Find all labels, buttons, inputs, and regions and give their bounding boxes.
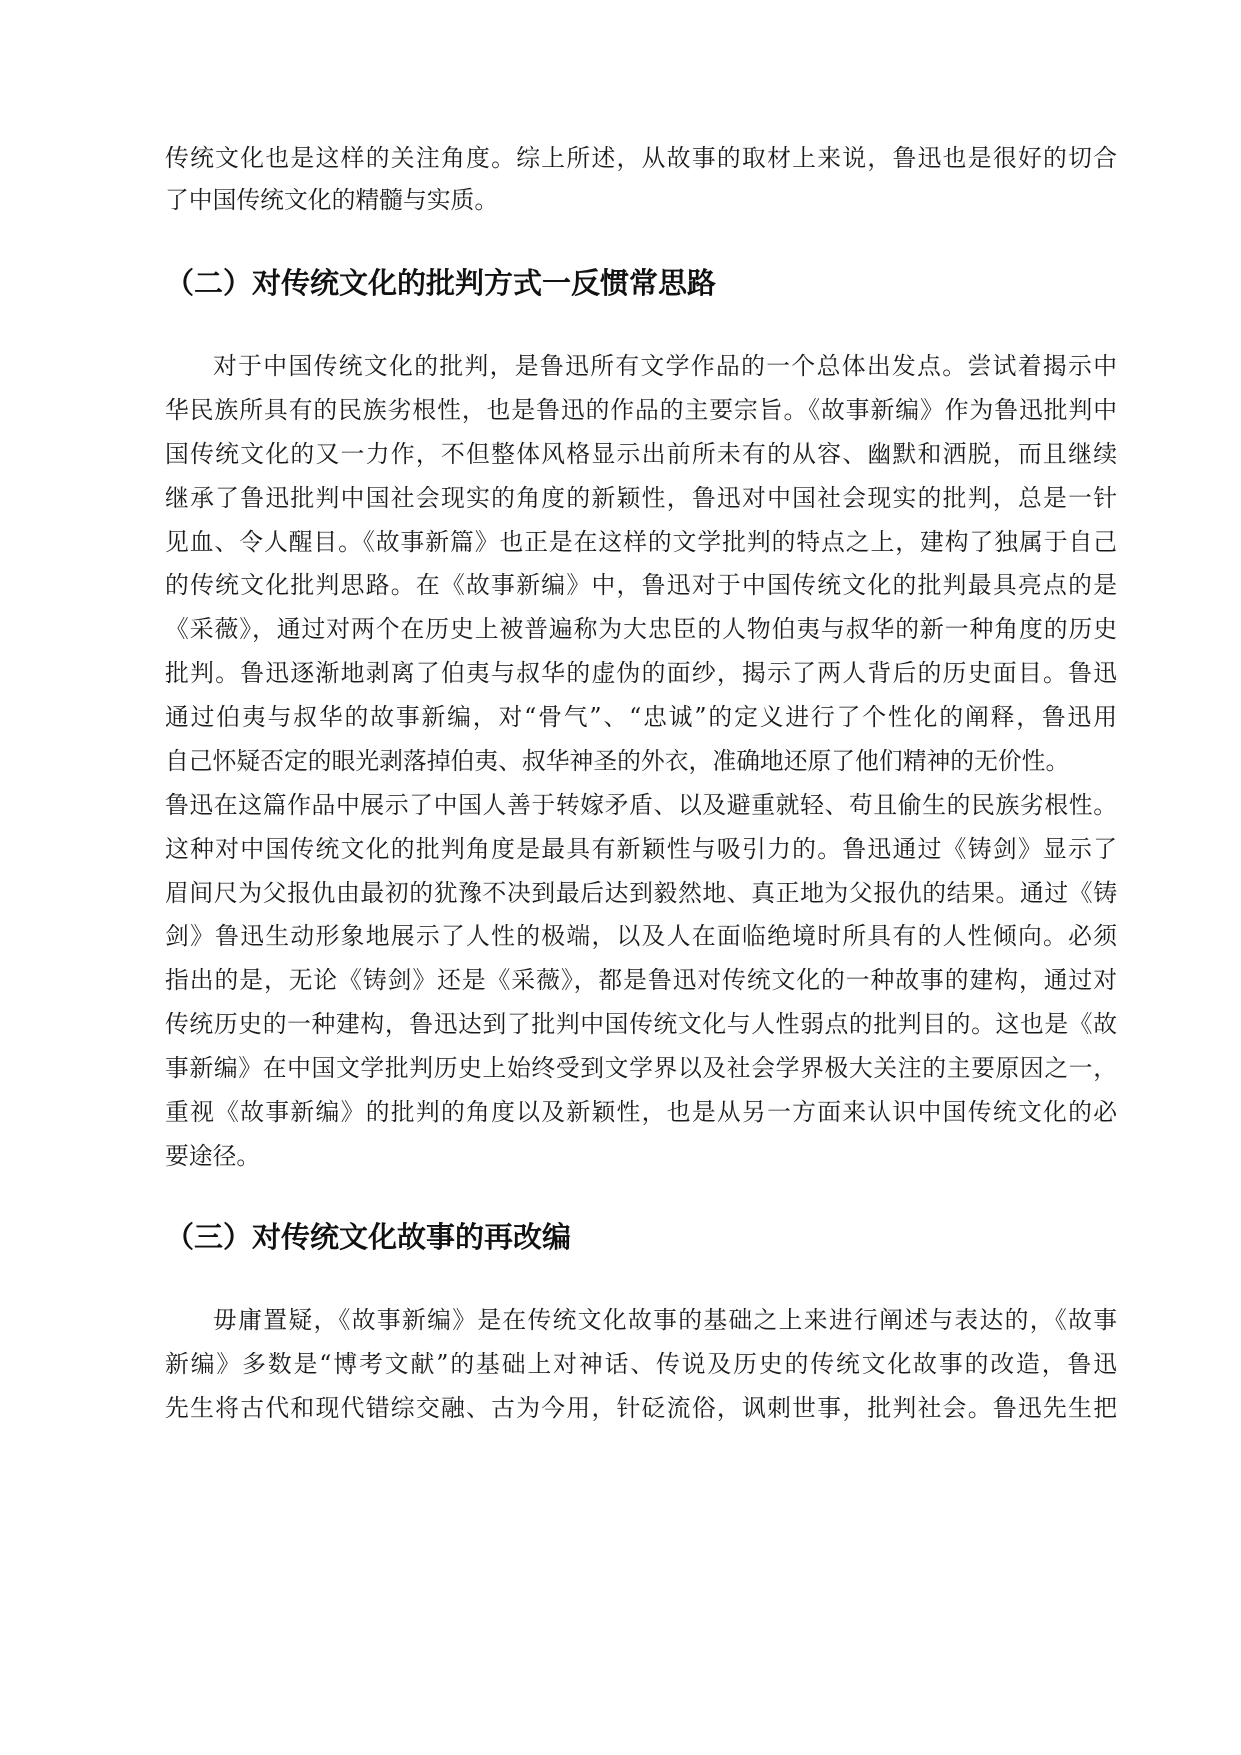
paragraph-line: 见血、令人醒目。《故事新篇》也正是在这样的文学批判的特点之上，建构了独属于自己 xyxy=(165,528,1117,556)
paragraph-line: 重视《故事新编》的批判的角度以及新颖性，也是从另一方面来认识中国传统文化的必 xyxy=(165,1098,1117,1126)
paragraph-line: 的传统文化批判思路。在《故事新编》中，鲁迅对于中国传统文化的批判最具亮点的是 xyxy=(165,571,1117,599)
paragraph-line: 先生将古代和现代错综交融、古为今用，针砭流俗，讽刺世事，批判社会。鲁迅先生把 xyxy=(165,1394,1117,1422)
paragraph-line: 国传统文化的又一力作，不但整体风格显示出前所未有的从容、幽默和洒脱，而且继续 xyxy=(165,440,1117,468)
section-heading: （二）对传统文化的批判方式一反惯常思路 xyxy=(165,266,717,300)
section-heading: （三）对传统文化故事的再改编 xyxy=(165,1220,572,1254)
paragraph-line: 事新编》在中国文学批判历史上始终受到文学界以及社会学界极大关注的主要原因之一， xyxy=(165,1054,1117,1082)
paragraph-line: 剑》鲁迅生动形象地展示了人性的极端，以及人在面临绝境时所具有的人性倾向。必须 xyxy=(165,922,1117,950)
paragraph-line: 毋庸置疑，《故事新编》是在传统文化故事的基础之上来进行阐述与表达的，《故事 xyxy=(213,1306,1117,1334)
paragraph-line: 这种对中国传统文化的批判角度是最具有新颖性与吸引力的。鲁迅通过《铸剑》显示了 xyxy=(165,835,1117,863)
paragraph-line: 鲁迅在这篇作品中展示了中国人善于转嫁矛盾、以及避重就轻、苟且偷生的民族劣根性。 xyxy=(165,791,1117,819)
paragraph-line: 华民族所具有的民族劣根性，也是鲁迅的作品的主要宗旨。《故事新编》作为鲁迅批判中 xyxy=(165,396,1117,424)
paragraph-line: 了中国传统文化的精髓与实质。 xyxy=(165,186,499,214)
paragraph-line: 新编》多数是“博考文献”的基础上对神话、传说及历史的传统文化故事的改造，鲁迅 xyxy=(165,1350,1117,1378)
paragraph-line: 通过伯夷与叔华的故事新编，对“骨气”、“忠诚”的定义进行了个性化的阐释，鲁迅用 xyxy=(165,703,1117,731)
paragraph-line: 对于中国传统文化的批判，是鲁迅所有文学作品的一个总体出发点。尝试着揭示中 xyxy=(213,352,1117,380)
paragraph-line: 传统历史的一种建构，鲁迅达到了批判中国传统文化与人性弱点的批判目的。这也是《故 xyxy=(165,1010,1117,1038)
paragraph-line: 继承了鲁迅批判中国社会现实的角度的新颖性，鲁迅对中国社会现实的批判，总是一针 xyxy=(165,484,1117,512)
paragraph-line: 要途径。 xyxy=(165,1142,261,1170)
paragraph-line: 眉间尺为父报仇由最初的犹豫不决到最后达到毅然地、真正地为父报仇的结果。通过《铸 xyxy=(165,879,1117,907)
paragraph-line: 传统文化也是这样的关注角度。综上所述，从故事的取材上来说，鲁迅也是很好的切合 xyxy=(165,144,1117,172)
paragraph-line: 指出的是，无论《铸剑》还是《采薇》，都是鲁迅对传统文化的一种故事的建构，通过对 xyxy=(165,966,1117,994)
paragraph-line: 批判。鲁迅逐渐地剥离了伯夷与叔华的虚伪的面纱，揭示了两人背后的历史面目。鲁迅 xyxy=(165,659,1117,687)
paragraph-line: 《采薇》，通过对两个在历史上被普遍称为大忠臣的人物伯夷与叔华的新一种角度的历史 xyxy=(165,615,1117,643)
paragraph-line: 自己怀疑否定的眼光剥落掉伯夷、叔华神圣的外衣，准确地还原了他们精神的无价性。 xyxy=(165,747,1070,775)
